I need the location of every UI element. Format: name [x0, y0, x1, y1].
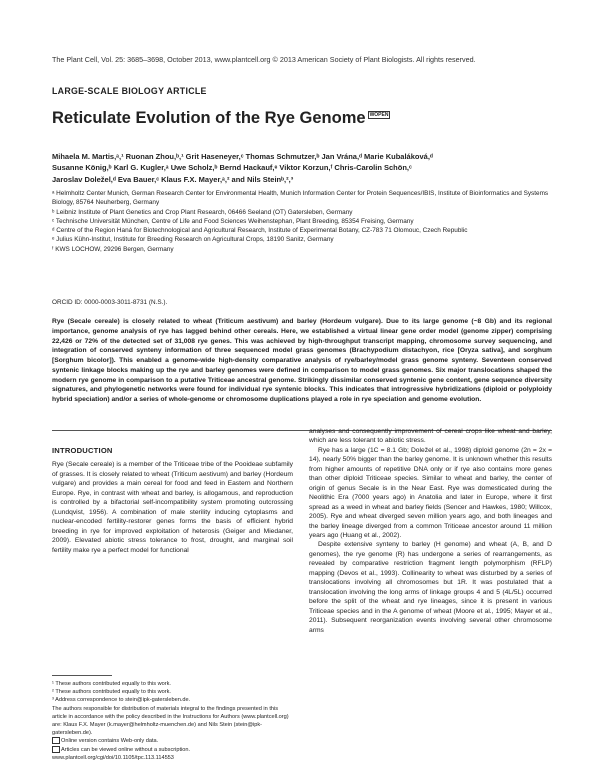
footnote: The authors responsible for distribution of materials integral to the findings presented in this article in accordance with the policy described in the Instructions for Authors (www.plantcell.org) are: Klaus F.X. Mayer (k.mayer@helmholtz-muenchen.de) and Nils Stein (stein@ipk-gatersleben.de). — [52, 705, 289, 737]
author-line: Susanne König,ᵇ Karl G. Kugler,ᵃ Uwe Scholz,ᵇ Bernd Hackauf,ᵉ Viktor Korzun,ᶠ Chris-Carolin Schön,ᶜ — [52, 163, 412, 173]
abstract: Rye (Secale cereale) is closely related to wheat (Triticum aestivum) and barley (Hordeum vulgare). Due to its large genome (~8 Gb) and its regional importance, genome analysis of rye has lagged behind other cereals. Here, we established a virtual linear gene order model (genome zipper) comprising 22,426 or 72% of the detected set of 31,008 rye genes. This was achieved by high-throughput transcript mapping, chromosome survey sequencing, and integration of conserved synteny information of three sequenced model grass genomes (Brachypodium distachyon, rice [Oryza sativa], and sorghum [Sorghum bicolor]). This enabled a genome-wide high-density comparative analysis of rye/barley/model grass genome synteny. Seventeen conserved syntenic linkage blocks making up the rye and barley genomes were defined in comparison to model grass genomes. Six major translocations shaped the modern rye genome in comparison to a putative Triticeae ancestral genome. Strikingly dissimilar conserved syntenic gene content, gene sequence diversity signatures, and phylogenetic networks were found for individual rye syntenic blocks. This indicates that introgressive hybridizations (diploid or polyploidy hybrid speciation) and/or a series of whole-genome or chromosome duplications played a role in rye speciation and genome evolution. — [52, 318, 552, 403]
footnote: Articles can be viewed online without a subscription. — [52, 746, 290, 754]
affiliation-item: ᶜ Technische Universität München, Centre of Life and Food Sciences Weihenstephan, Plant Breeding, 85354 Freising, Germany — [52, 217, 414, 225]
body-paragraph: Despite extensive synteny to barley (H genome) and wheat (A, B, and D genomes), the rye genome (R) has undergone a series of rearrangements, as revealed by comparative restriction fragment length polymorphism (RFLP) mapping (Devos et al., 1993). Collinearity to wheat was disturbed by a series of translocations involving all chromosomes but 1R. It was postulated that a translocation involving the long arms of linkage groups 4 and 5 (4L/5L) occurred before the split of the wheat and rye lineages, since it is present in various Triticeae species and in the A genome of wheat (Moore et al., 1995; Mayer et al., 2011). Subsequent reorganization events involving several other chromosome arms — [309, 541, 552, 634]
affiliation-item: ᵇ Leibniz Institute of Plant Genetics and Crop Plant Research, 06466 Seeland (OT) Gatersleben, Germany — [52, 208, 353, 216]
left-column — [52, 446, 293, 555]
affiliation-list — [52, 189, 552, 254]
footnote: Online version contains Web-only data. — [52, 737, 290, 745]
footnote-divider — [52, 675, 112, 676]
footnote: ² These authors contributed equally to this work. — [52, 689, 171, 696]
journal-citation: The Plant Cell, Vol. 25: 3685–3698, October 2013, www.plantcell.org © 2013 American Society of Plant Biologists. All rights reserved. — [52, 55, 476, 64]
orcid-line: ORCID ID: 0000-0003-3011-8731 (N.S.). — [52, 299, 168, 306]
body-paragraph: Rye (Secale cereale) is a member of the Triticeae tribe of the Pooideae subfamily of grasses. It is closely related to wheat (Triticum aestivum) and barley (Hordeum vulgare) and provides a main cereal for food and feed in Eastern and Northern Europe. Rye, in contrast with wheat and barley, is allogamous, and reproduction is controlled by a bifactorial self-incompatibility system promoting outcrossing (Lundqvist, 1956). A combination of male sterility inducing cytoplasms and nuclear-encoded fertility-restorer genes forms the basis of efficient hybrid breeding in rye for improved exploitation of heterosis (Geiger and Miedaner, 2009). Elevated abiotic stress tolerance to frost, drought, and marginal soil fertility make rye a perfect model for functional — [52, 461, 293, 554]
affiliation-item: ᵈ Centre of the Region Haná for Biotechnological and Agricultural Research, Institute of Experimental Botany, CZ-783 71 Olomouc, Czech Republic — [52, 227, 468, 235]
doi-link[interactable]: www.plantcell.org/cgi/doi/10.1105/tpc.113.114553 — [52, 754, 174, 761]
affiliation-item: ᵃ Helmholtz Center Munich, German Research Center for Environmental Health, Munich Information Center for Protein Sequences/IBIS, Institute of Bioinformatics and Systems Biology, 85764 Neuherberg, Germany — [52, 190, 549, 207]
affiliation-item: ᶠ KWS LOCHOW, 29296 Bergen, Germany — [52, 245, 174, 253]
body-paragraph: Rye has a large (1C = 8.1 Gb; Doležel et al., 1998) diploid genome (2n = 2x = 14), nearly 50% bigger than the barley genome. It is unknown whether this results from higher amounts of repetitive DNA only or if rye also contains more genes than other diploid Triticeae species. Similar to wheat and barley, the center of origin of genus Secale is in the Near East. Rye was domesticated during the Neolithic Era (7000 years ago) in Anatolia and later in Europe, where it first spread as a weed in wheat and barley fields (Sencer and Hawkes, 1980; Willcox, 2005). Rye and wheat diverged seven million years ago, and both lineages and the barley lineage diverged from a common Triticeae ancestor around 11 million years ago (Huang et al., 2002). — [309, 446, 552, 539]
web-data-icon — [52, 737, 60, 744]
affiliation-item: ᵉ Julius Kühn-Institut, Institute for Breeding Research on Agricultural Crops, 18190 Sanitz, Germany — [52, 236, 334, 244]
author-line: Mihaela M. Martis,ᵃ,¹ Ruonan Zhou,ᵇ,¹ Grit Haseneyer,ᶜ Thomas Schmutzer,ᵇ Jan Vrána,ᵈ Marie Kubaláková,ᵈ — [52, 152, 433, 161]
title-text: Reticulate Evolution of the Rye Genome — [52, 109, 366, 127]
open-access-icon — [52, 746, 60, 753]
right-column — [309, 427, 552, 635]
introduction-heading: INTRODUCTION — [52, 446, 113, 455]
open-access-badge: WOPEN — [369, 112, 389, 118]
body-paragraph: analyses and consequently improvement of cereal crops like wheat and barley, which are less tolerant to abiotic stress. — [309, 428, 552, 445]
footnote: ³ Address correspondence to stein@ipk-gatersleben.de. — [52, 697, 191, 704]
author-line: Jaroslav Doležel,ᵈ Eva Bauer,ᶜ Klaus F.X. Mayer,ᵃ,² and Nils Steinᵇ,²,³ — [52, 174, 294, 184]
article-type-label: LARGE-SCALE BIOLOGY ARTICLE — [52, 86, 207, 96]
author-list — [52, 151, 552, 185]
footnotes — [52, 680, 290, 762]
footnote: ¹ These authors contributed equally to this work. — [52, 681, 171, 687]
article-title — [52, 109, 390, 128]
